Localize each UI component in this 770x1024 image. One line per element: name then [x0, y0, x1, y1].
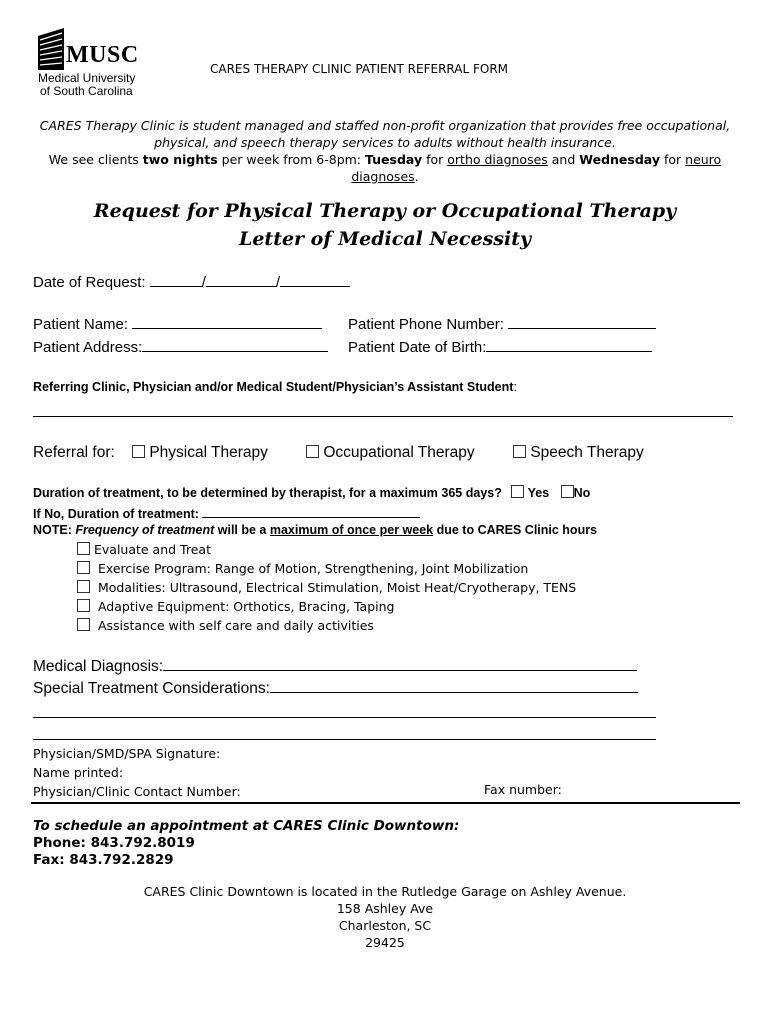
name-printed-label: Name printed:	[33, 765, 124, 780]
treatment-list	[77, 540, 576, 635]
patient-name-field[interactable]	[132, 314, 322, 329]
referral-row	[33, 444, 115, 462]
schedule-block	[33, 818, 459, 869]
medical-diagnosis-row	[33, 656, 637, 676]
referring-label: Referring Clinic, Physician and/or Medical Student/Physician’s Assistant Student	[33, 380, 514, 394]
patient-dob-row: Patient Date of Birth:	[348, 337, 652, 356]
heading-line1: Request for Physical Therapy or Occupational Therapy	[93, 200, 677, 222]
duration-question: Duration of treatment, to be determined by therapist, for a maximum 365 days?	[33, 486, 502, 500]
referral-option-physical[interactable]: Physical Therapy	[132, 444, 268, 462]
duration-if-no-label: If No, Duration of treatment:	[33, 507, 199, 521]
frequency-note: NOTE: Frequency of treatment will be a maximum of once per week due to CARES Clinic hours	[33, 523, 598, 537]
special-considerations-line3[interactable]	[33, 725, 656, 740]
duration-if-no-field[interactable]	[202, 505, 420, 518]
medical-diagnosis-field[interactable]	[163, 656, 637, 671]
heading-line2: Letter of Medical Necessity	[238, 228, 532, 250]
date-of-request-row: Date of Request: / /	[33, 272, 350, 291]
date-day-field[interactable]	[206, 272, 276, 287]
special-considerations-label: Special Treatment Considerations:	[33, 680, 270, 697]
form-title: CARES THERAPY CLINIC PATIENT REFERRAL FORM	[210, 62, 509, 76]
patient-address-field[interactable]	[142, 337, 328, 352]
patient-dob-label: Patient Date of Birth	[348, 339, 483, 356]
intro-line2: physical, and speech therapy services to adults without health insurance.	[154, 135, 616, 150]
intro-line4: diagnoses.	[351, 169, 419, 184]
patient-name-label: Patient Name:	[33, 316, 129, 333]
schedule-heading: To schedule an appointment at CARES Clinic Downtown:	[33, 818, 460, 834]
treatment-checkbox[interactable]	[77, 618, 90, 631]
signature-block	[33, 744, 241, 801]
treatment-item-adaptive[interactable]: Adaptive Equipment: Orthotics, Bracing, Taping	[77, 597, 576, 616]
duration-yes-label: Yes	[527, 486, 550, 500]
treatment-checkbox[interactable]	[77, 542, 90, 555]
section-divider	[31, 802, 740, 804]
treatment-checkbox[interactable]	[77, 561, 90, 574]
patient-phone-label: Patient Phone Number:	[348, 316, 504, 333]
referral-label: Referral for:	[33, 444, 115, 461]
referral-option-occupational[interactable]: Occupational Therapy	[306, 444, 475, 462]
date-month-field[interactable]	[150, 272, 202, 287]
intro-line1: CARES Therapy Clinic is student managed and staffed non-profit organization that provides free occupational,	[39, 118, 731, 133]
location-block	[0, 883, 770, 951]
treatment-item-self-care[interactable]: Assistance with self care and daily activities	[77, 616, 576, 635]
treatment-item-exercise[interactable]: Exercise Program: Range of Motion, Strengthening, Joint Mobilization	[77, 559, 576, 578]
location-line3: Charleston, SC	[338, 918, 432, 933]
intro-line3: We see clients two nights per week from 6-8pm: Tuesday for ortho diagnoses and Wednesday for neuro	[48, 152, 722, 167]
signature-label: Physician/SMD/SPA Signature:	[33, 746, 221, 761]
patient-name-row	[33, 314, 322, 333]
treatment-checkbox[interactable]	[77, 580, 90, 593]
referring-field[interactable]	[33, 402, 733, 417]
intro-text	[0, 117, 770, 185]
musc-logo	[36, 26, 156, 98]
duration-question-row	[33, 485, 590, 500]
referring-row: Referring Clinic, Physician and/or Medical Student/Physician’s Assistant Student:	[33, 380, 517, 394]
duration-yes-checkbox[interactable]	[511, 485, 524, 498]
duration-if-no-row	[33, 505, 420, 521]
date-year-field[interactable]	[280, 272, 350, 287]
treatment-checkbox[interactable]	[77, 599, 90, 612]
patient-address-label: Patient Address	[33, 339, 139, 356]
contact-number-label: Physician/Clinic Contact Number:	[33, 784, 241, 799]
treatment-item-evaluate[interactable]: Evaluate and Treat	[77, 540, 576, 559]
logo-name: MUSC	[66, 42, 139, 68]
special-considerations-field[interactable]	[270, 678, 638, 693]
referral-option-speech[interactable]: Speech Therapy	[513, 444, 644, 462]
logo-line2: of South Carolina	[40, 84, 133, 98]
duration-no-label: No	[573, 486, 591, 500]
treatment-item-modalities[interactable]: Modalities: Ultrasound, Electrical Stimulation, Moist Heat/Cryotherapy, TENS	[77, 578, 576, 597]
date-of-request-label: Date of Request:	[33, 274, 146, 291]
duration-no-checkbox[interactable]	[561, 485, 574, 498]
special-considerations-line2[interactable]	[33, 703, 656, 718]
location-line4: 29425	[365, 935, 405, 950]
patient-dob-field[interactable]	[486, 337, 652, 352]
occupational-therapy-checkbox[interactable]	[306, 445, 319, 458]
fax-number-label: Fax number:	[484, 782, 562, 797]
physical-therapy-checkbox[interactable]	[132, 445, 145, 458]
logo-line1: Medical University	[38, 71, 136, 85]
speech-therapy-checkbox[interactable]	[513, 445, 526, 458]
location-line2: 158 Ashley Ave	[336, 901, 434, 916]
patient-address-row: Patient Address:	[33, 337, 328, 356]
patient-phone-field[interactable]	[508, 314, 656, 329]
schedule-phone: Phone: 843.792.8019	[33, 835, 195, 851]
special-considerations-row	[33, 678, 638, 698]
medical-diagnosis-label: Medical Diagnosis:	[33, 658, 164, 675]
location-line1: CARES Clinic Downtown is located in the Rutledge Garage on Ashley Avenue.	[143, 884, 627, 899]
schedule-fax: Fax: 843.792.2829	[33, 852, 174, 868]
patient-phone-row	[348, 314, 656, 333]
